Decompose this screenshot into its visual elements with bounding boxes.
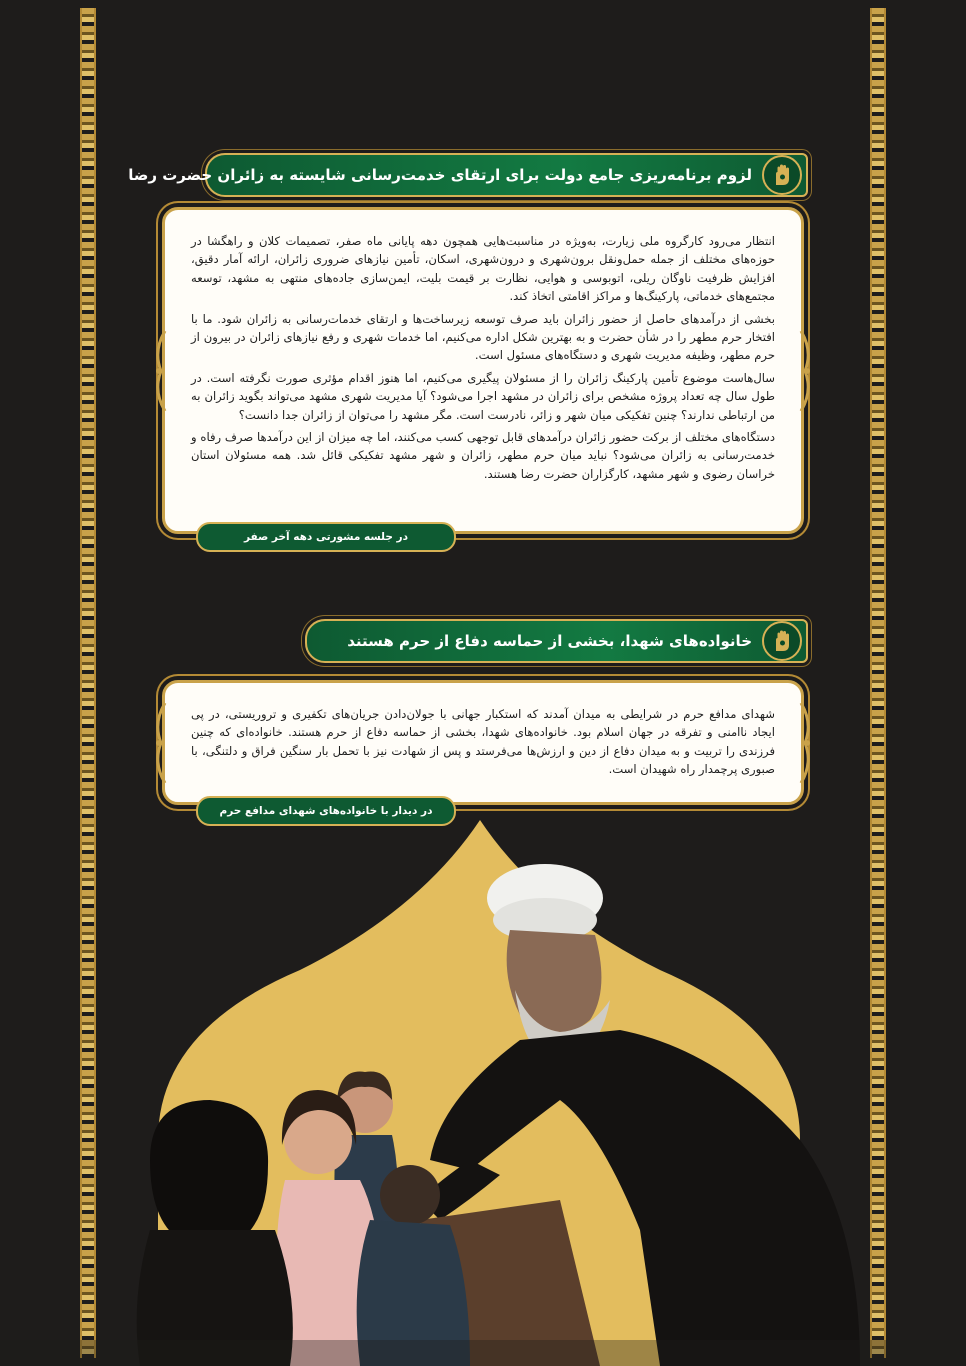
left-flourish-icon bbox=[151, 703, 169, 783]
section1-title: لزوم برنامه‌ریزی جامع دولت برای ارتقای خدمت‌رسانی شایسته به زائران حضرت رضا bbox=[128, 166, 752, 184]
left-flourish-icon bbox=[151, 331, 169, 411]
section1-header bbox=[128, 153, 808, 197]
right-flourish-icon bbox=[797, 703, 815, 783]
hand-emblem-icon bbox=[762, 155, 802, 195]
section1-paragraph: انتظار می‌رود کارگروه ملی زیارت، به‌ویژه در مناسبت‌هایی همچون دهه پایانی ماه صفر، تصمیمات کلان و راهگشا در حوزه‌های مختلف از جمله حمل‌ونقل برون‌شهری و درون‌شهری، اسکان، تأمین نیازهای ضروری زائران، ارائه آمار دقیق، افزایش ظرفیت ناوگان ریلی، اتوبوسی و هوایی، نظارت بر قیمت بلیت، ایمن‌سازی جاده‌های منتهی به مشهد، توسعه مجتمع‌های خدماتی، پارکینگ‌ها و مراکز اقامتی اتخاذ کند. bbox=[191, 234, 775, 304]
photo-cleric-with-children bbox=[0, 800, 966, 1366]
section1-text-box bbox=[162, 207, 804, 534]
section1-paragraph: دستگاه‌های مختلف از برکت حضور زائران درآمدهای قابل توجهی کسب می‌کنند، اما چه میزان از این درآمدها صرف رفاه و خدمت‌رسانی به زائران می‌شود؟ نباید میان حرم مطهر، زائران و شهر مشهد تفکیکی قائل شد. همه مسئولان استان خراسان رضوی و شهر مشهد، کارگزاران حضرت رضا هستند. bbox=[191, 430, 775, 481]
section2-caption: در دیدار با خانواده‌های شهدای مدافع حرم bbox=[196, 796, 456, 826]
section2-header bbox=[305, 619, 808, 663]
right-flourish-icon bbox=[797, 331, 815, 411]
section2-text-box bbox=[162, 680, 804, 805]
section1-paragraph: سال‌هاست موضوع تأمین پارکینگ زائران را از مسئولان پیگیری می‌کنیم، اما هنوز اقدام مؤثری صورت نگرفته است. در طول سال چه تعداد پروژه مشخص برای زائران در مشهد اجرا می‌شود؟ آیا مدیریت شهری مشهد می‌تواند بگوید زائران به من ارتباطی ندارند؟ چنین تفکیکی میان شهر و زائر، نادرست است. مگر مشهد را می‌توان از زائران جدا دانست؟ bbox=[191, 370, 775, 422]
section2-title: خانواده‌های شهدا، بخشی از حماسه دفاع از حرم هستند bbox=[347, 632, 752, 650]
hand-emblem-icon bbox=[762, 621, 802, 661]
section2-paragraph: شهدای مدافع حرم در شرایطی به میدان آمدند که استکبار جهانی با جولان‌دادن جریان‌های تکفیری و تروریستی، در پی ایجاد ناامنی و تفرقه در جهان اسلام بود. خانواده‌های شهدا، بخشی از حماسه دفاع از حرم هستند. خانواده‌ای که چنین فرزندی را تربیت و به میدان دفاع از دین و ارزش‌ها می‌فرستد و پس از شهادت نیز با تحمل بار سنگین فراق و دلتنگی، با صبوری پرچمدار راه شهیدان است. bbox=[191, 707, 775, 777]
section1-paragraph: بخشی از درآمدهای حاصل از حضور زائران باید صرف توسعه زیرساخت‌ها و ارتقای خدمات‌رسانی به زائران شود. ما با افتخار حرم مطهر را در شأن حضرت و به بهترین شکل اداره می‌کنیم، اما خدمات شهری و رفع نیازهای زائران در بیرون از حرم مطهر، وظیفه مدیریت شهری و دستگاه‌های مسئول است. bbox=[191, 311, 775, 363]
section1-caption: در جلسه مشورتی دهه آخر صفر bbox=[196, 522, 456, 552]
